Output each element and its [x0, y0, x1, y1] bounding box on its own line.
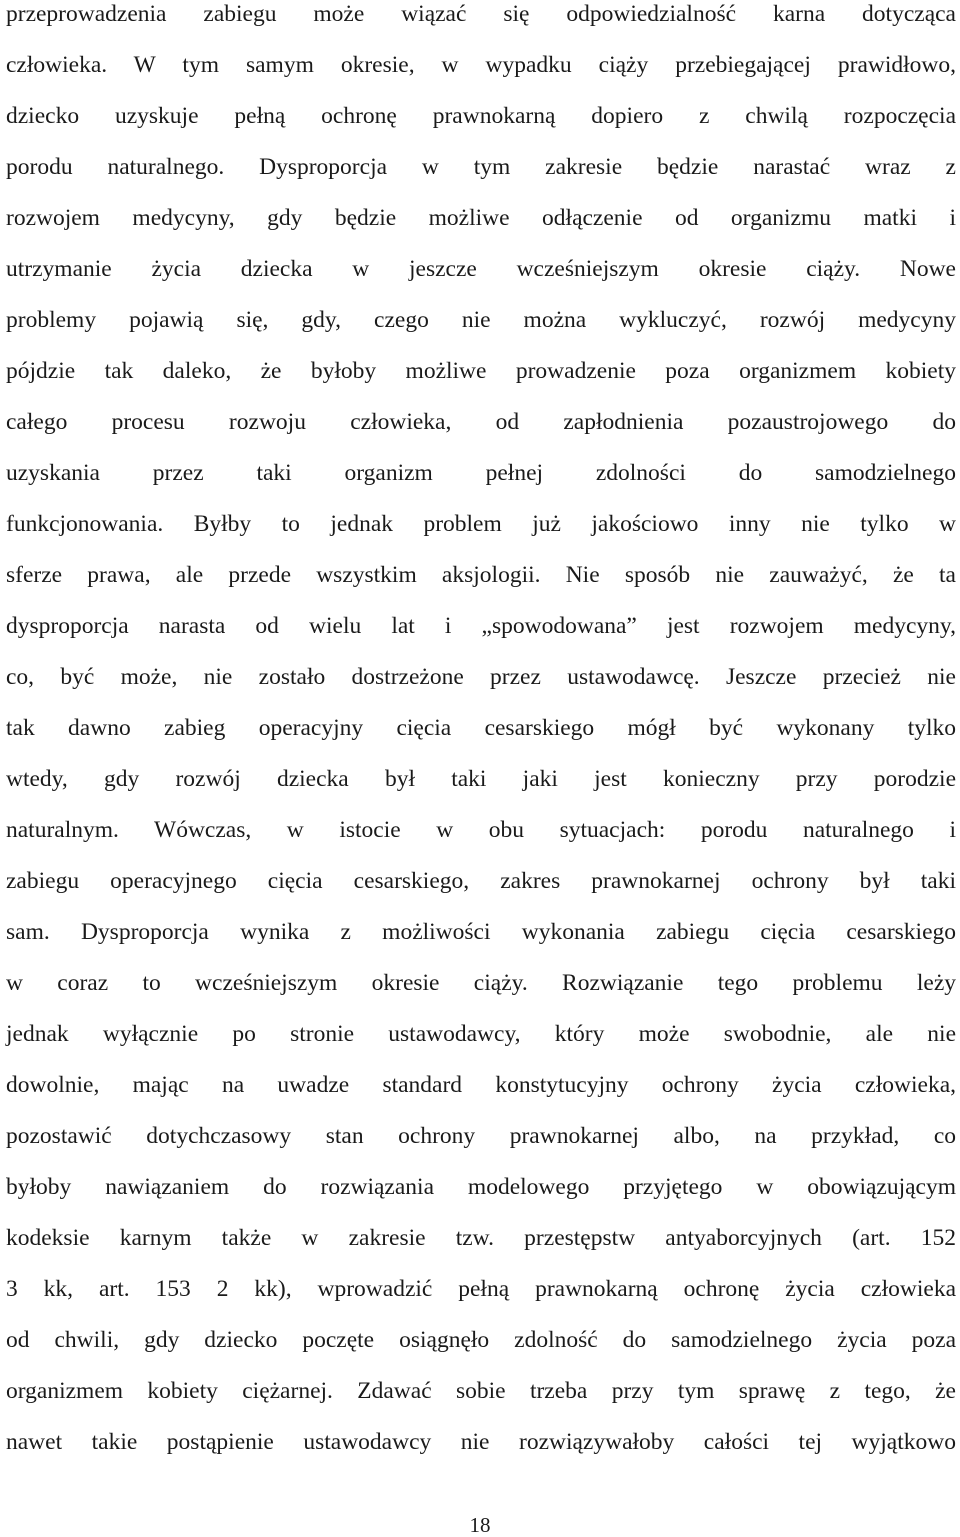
text-line: co, być może, nie zostało dostrzeżone przez ustawodawcę. Jeszcze przecież nie: [6, 664, 956, 690]
text-line: przeprowadzenia zabiegu może wiązać się odpowiedzialność karna dotycząca: [6, 1, 956, 27]
text-line: zabiegu operacyjnego cięcia cesarskiego, zakres prawnokarnej ochrony był taki: [6, 868, 956, 894]
text-line: wtedy, gdy rozwój dziecka był taki jaki jest konieczny przy porodzie: [6, 766, 956, 792]
text-line: całego procesu rozwoju człowieka, od zapłodnienia pozaustrojowego do: [6, 409, 956, 435]
text-line: dowolnie, mając na uwadze standard konstytucyjny ochrony życia człowieka,: [6, 1072, 956, 1098]
text-line: naturalnym. Wówczas, w istocie w obu sytuacjach: porodu naturalnego i: [6, 817, 956, 843]
text-line: dysproporcja narasta od wielu lat i „spowodowana” jest rozwojem medycyny,: [6, 613, 956, 639]
text-line: problemy pojawią się, gdy, czego nie można wykluczyć, rozwój medycyny: [6, 307, 956, 333]
text-line: rozwojem medycyny, gdy będzie możliwe odłączenie od organizmu matki i: [6, 205, 956, 231]
text-line: utrzymanie życia dziecka w jeszcze wcześniejszym okresie ciąży. Nowe: [6, 256, 956, 282]
text-line: uzyskania przez taki organizm pełnej zdolności do samodzielnego: [6, 460, 956, 486]
page-number: 18: [469, 1513, 491, 1537]
text-line: sam. Dysproporcja wynika z możliwości wykonania zabiegu cięcia cesarskiego: [6, 919, 956, 945]
text-line: kodeksie karnym także w zakresie tzw. przestępstw antyaborcyjnych (art. 152: [6, 1225, 956, 1251]
text-line: funkcjonowania. Byłby to jednak problem już jakościowo inny nie tylko w: [6, 511, 956, 537]
text-line: pozostawić dotychczasowy stan ochrony prawnokarnej albo, na przykład, co: [6, 1123, 956, 1149]
text-line: porodu naturalnego. Dysproporcja w tym zakresie będzie narastać wraz z: [6, 154, 956, 180]
text-line: 3 kk, art. 153 2 kk), wprowadzić pełną prawnokarną ochronę życia człowieka: [6, 1276, 956, 1302]
text-line: sferze prawa, ale przede wszystkim aksjologii. Nie sposób nie zauważyć, że ta: [6, 562, 956, 588]
text-line: dziecko uzyskuje pełną ochronę prawnokarną dopiero z chwilą rozpoczęcia: [6, 103, 956, 129]
text-line: tak dawno zabieg operacyjny cięcia cesarskiego mógł być wykonany tylko: [6, 715, 956, 741]
text-line: od chwili, gdy dziecko poczęte osiągnęło zdolność do samodzielnego życia poza: [6, 1327, 956, 1353]
text-line: jednak wyłącznie po stronie ustawodawcy, który może swobodnie, ale nie: [6, 1021, 956, 1047]
text-line: organizmem kobiety ciężarnej. Zdawać sobie trzeba przy tym sprawę z tego, że: [6, 1378, 956, 1404]
text-line: w coraz to wcześniejszym okresie ciąży. Rozwiązanie tego problemu leży: [6, 970, 956, 996]
text-line: człowieka. W tym samym okresie, w wypadku ciąży przebiegającej prawidłowo,: [6, 52, 956, 78]
text-line: nawet takie postąpienie ustawodawcy nie rozwiązywałoby całości tej wyjątkowo: [6, 1429, 956, 1455]
text-line: pójdzie tak daleko, że byłoby możliwe prowadzenie poza organizmem kobiety: [6, 358, 956, 384]
text-line: byłoby nawiązaniem do rozwiązania modelowego przyjętego w obowiązującym: [6, 1174, 956, 1200]
